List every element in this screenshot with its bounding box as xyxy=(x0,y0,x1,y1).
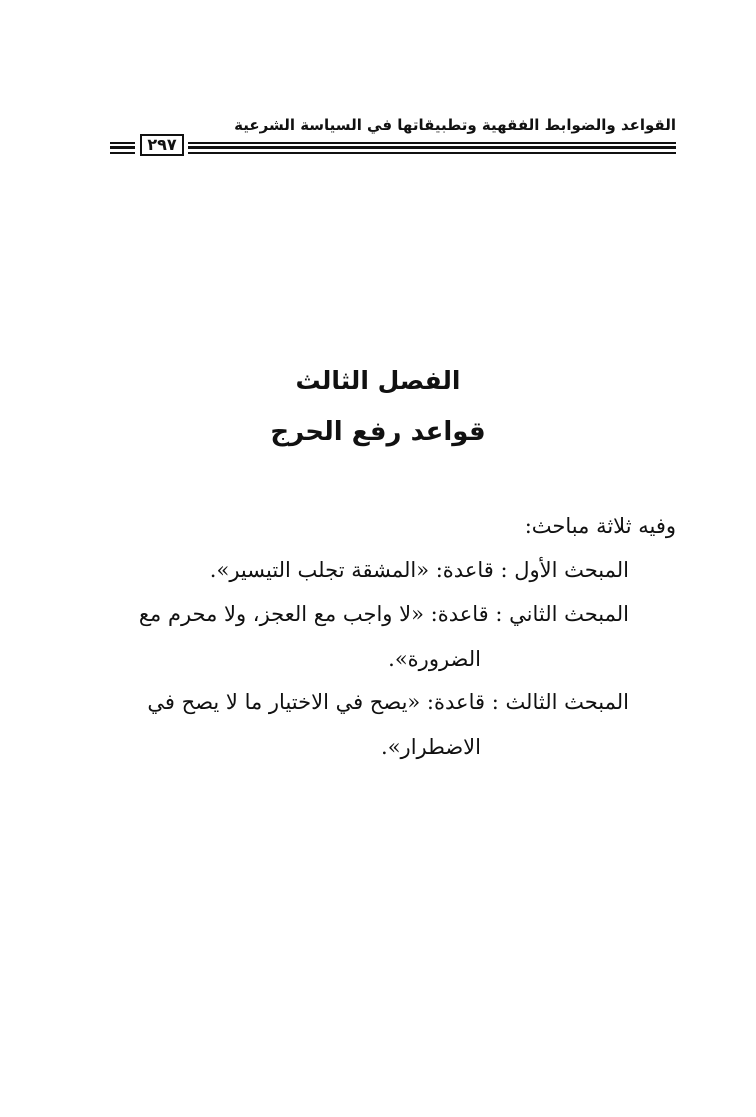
section-text-continued: الضرورة». xyxy=(388,647,481,671)
section-label: المبحث الثالث : xyxy=(485,690,629,714)
page-number: ٢٩٧ xyxy=(140,134,184,156)
section-text: قاعدة: «يصح في الاختيار ما لا يصح في xyxy=(147,690,486,714)
running-header-title: القواعد والضوابط الفقهية وتطبيقاتها في السياسة الشرعية xyxy=(234,116,676,134)
section-text: قاعدة: «لا واجب مع العجز، ولا محرم مع xyxy=(138,602,489,626)
header-rule-right xyxy=(188,142,676,156)
section-item-3 xyxy=(104,680,629,770)
section-label: المبحث الأول : xyxy=(493,558,629,582)
chapter-title: قواعد رفع الحرج xyxy=(270,417,486,447)
section-text-continued: الاضطرار». xyxy=(381,735,481,759)
section-text: قاعدة: «المشقة تجلب التيسير». xyxy=(209,558,494,582)
section-item-1 xyxy=(104,548,629,593)
sections-intro: وفيه ثلاثة مباحث: xyxy=(524,514,676,538)
section-item-2 xyxy=(104,592,629,682)
section-label: المبحث الثاني : xyxy=(488,602,629,626)
chapter-label: الفصل الثالث xyxy=(295,366,461,395)
header-rule-left xyxy=(110,142,135,156)
